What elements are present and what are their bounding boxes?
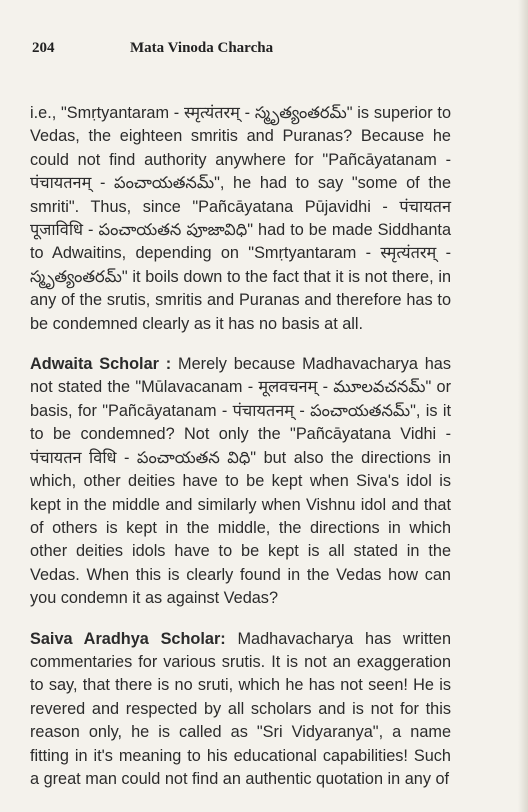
paragraph-intro xyxy=(30,102,451,336)
page-number: 204 xyxy=(32,40,55,56)
paragraph-text: i.e., "Smṛtyantaram - स्मृत्यंतरम् - స్మృత్యంతరమ్" is superior to Vedas, the eighteen smritis and Puranas? Because he could not find authority anywhere for "Pañcāyatanam - पंचायतनम् - పంచాయతనమ్", he had to say "some of the smriti". Thus, since "Pañcāyatana Pūjavidhi - पंचायतन पूजाविधि - పంచాయతన పూజావిధి" had to be made Siddhanta to Adwaitins, depending on "Smṛtyantaram - स्मृत्यंतरम् - స్మృత్యంతరమ్" it boils down to the fact that it is not there, in any of the srutis, smritis and Puranas and therefore has to be condemned clearly as it has no basis at all. xyxy=(30,104,451,333)
paragraph-adwaita-scholar xyxy=(30,353,451,610)
page-header xyxy=(32,40,492,60)
paragraph-text: Madhavacharya has written commentaries for various srutis. It is not an exaggeration to say, that there is no sruti, which he has not seen! He is revered and respected by all scholars and is not for this reason only, he is called as "Sri Vidyaranya", a name fitting in it's meaning to his educational capabilities! Such a great man could not find an authentic quotation in any of xyxy=(30,629,451,788)
paragraph-text: Merely because Madhavacharya has not stated the "Mūlavacanam - मूलवचनम् - మూలవచనమ్" or basis, for "Pañcāyatanam - पंचायतनम् - పంచాయతనమ్", is it to be condemned? Not only the "Pañcāyatana Vidhi - पंचायतन विधि - పంచాయతన విధి" but also the directions in which, other deities have to be kept when Siva's idol is kept in the middle and similarly when Vishnu idol and that of others is kept in the middle, the directions in which other deities idols have to be kept is all stated in the Vedas. When this is clearly found in the Vedas how can you condemn it as against Vedas? xyxy=(30,355,451,608)
page-edge xyxy=(518,0,528,812)
speaker-label: Adwaita Scholar : xyxy=(30,355,172,374)
paragraph-saiva-aradhya-scholar xyxy=(30,628,451,792)
page-body xyxy=(30,102,451,791)
running-title: Mata Vinoda Charcha xyxy=(130,40,274,56)
speaker-label: Saiva Aradhya Scholar: xyxy=(30,629,226,648)
